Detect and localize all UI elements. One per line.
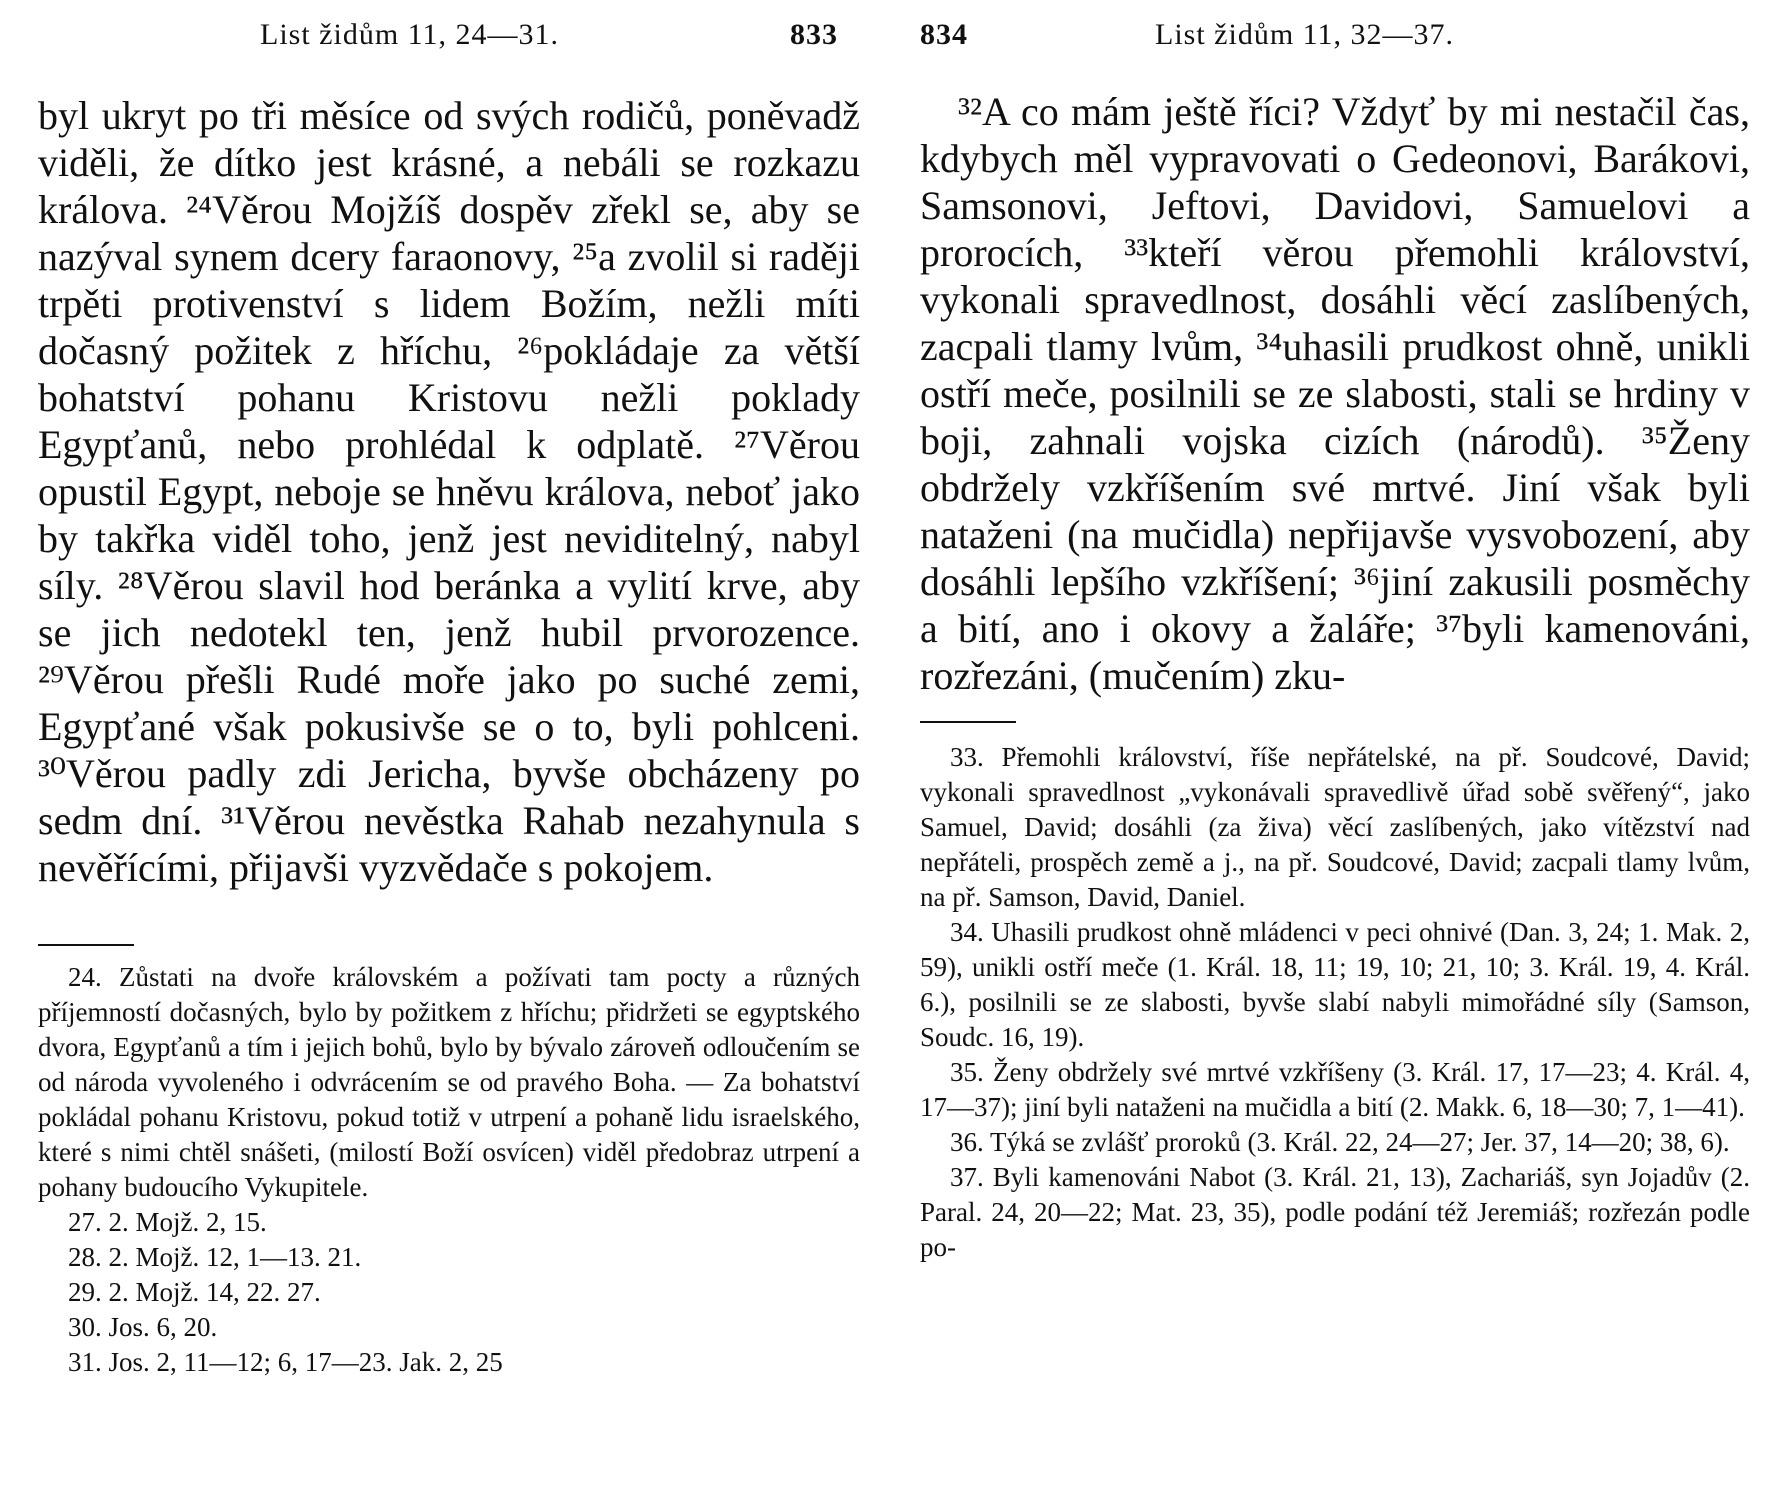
main-text xyxy=(38,92,860,891)
footnote: 36. Týká se zvlášť proroků (3. Král. 22, 24—27; Jer. 37, 14—20; 38, 6). xyxy=(950,1127,1730,1157)
reference-line: 27. 2. Mojž. 2, 15. xyxy=(68,1207,267,1237)
running-title: List židům 11, 32—37. xyxy=(1155,18,1455,51)
footnotes xyxy=(920,740,1750,1265)
left-page xyxy=(0,0,880,1500)
footnote: 35. Ženy obdržely své mrtvé vzkříšeny (3. Král. 17, 17—23; 4. Král. 4, 17—37); jiní byli nataženi na mučidla a bití (2. Makk. 6, 18—30; 7, 1—41). xyxy=(920,1057,1750,1122)
right-page xyxy=(900,0,1774,1500)
footnote-rule xyxy=(920,721,1016,723)
footnote: 33. Přemohli království, říše nepřátelské, na př. Soudcové, David; vykonali spravedlnost „vykonávali spravedlivě úřad sobě svěřený“, jako Samuel, David; dosáhli (za živa) věcí zaslíbených, jako vítězství nad nepřáteli, prospěch země a j., na př. Soudcové, David; zacpali tlamy lvům, na př. Samson, David, Daniel. xyxy=(920,742,1750,912)
running-title: List židům 11, 24—31. xyxy=(260,18,560,51)
page-number: 834 xyxy=(920,18,968,51)
footnote: 24. Zůstati na dvoře královském a požívati tam pocty a různých příjemností dočasných, bylo by požitkem z hříchu; přidržeti se egyptského dvora, Egypťanů a tím i jejich bohů, bylo by bývalo zároveň odloučením se od národa vyvoleného i odvrácením se od pravého Boha. — Za bohatství pokládal pohanu Kristovu, pokud totiž v utrpení a pohaně lidu israelského, které s nimi chtěl snášeti, (milostí Boží osvícen) viděl předobraz utrpení a pohany budoucího Vykupitele. xyxy=(38,962,860,1202)
footnote: 37. Byli kamenováni Nabot (3. Král. 21, 13), Zachariáš, syn Jojadův (2. Paral. 24, 20—22; Mat. 23, 35), podle podání též Jeremiáš; rozřezán podle po- xyxy=(920,1162,1750,1262)
reference-line: 29. 2. Mojž. 14, 22. 27. xyxy=(68,1277,321,1307)
paragraph: ³²A co mám ještě říci? Vždyť by mi nestačil čas, kdybych měl vypravovati o Gedeonovi, Barákovi, Samsonovi, Jeftovi, Davidovi, Samuelovi a prorocích, ³³kteří věrou přemohli království, vykonali spravedlnost, dosáhli věcí zaslíbených, zacpali tlamy lvům, ³⁴uhasili prudkost ohně, unikli ostří meče, posilnili se ze slabosti, stali se hrdiny v boji, zahnali vojska cizích (národů). ³⁵Ženy obdržely vzkříšením své mrtvé. Jiní však byli nataženi (na mučidla) nepřijavše vysvobození, aby dosáhli lepšího vzkříšení; ³⁶jiní zakusili posměchy a bití, ano i okovy a žaláře; ³⁷byli kamenováni, rozřezáni, (mučením) zku- xyxy=(920,89,1750,698)
footnotes xyxy=(38,960,860,1380)
footnote-rule xyxy=(38,944,134,946)
footnote: 34. Uhasili prudkost ohně mládenci v peci ohnivé (Dan. 3, 24; 1. Mak. 2, 59), unikli ostří meče (1. Král. 18, 11; 19, 10; 21, 10; 3. Král. 19, 4. Král. 6.), posilnili se ze slabosti, byvše slabí nabyli mimořádné síly (Samson, Soudc. 16, 19). xyxy=(920,917,1750,1052)
reference-line: 31. Jos. 2, 11—12; 6, 17—23. Jak. 2, 25 xyxy=(68,1347,503,1377)
paragraph: byl ukryt po tři měsíce od svých rodičů, poněvadž viděli, že dítko jest krásné, a nebáli se rozkazu králova. ²⁴Věrou Mojžíš dospěv zřekl se, aby se nazýval synem dcery faraonovy, ²⁵a zvolil si raději trpěti protivenství s lidem Božím, nežli míti dočasný požitek z hříchu, ²⁶pokládaje za větší bohatství pohanu Kristovu nežli poklady Egypťanů, nebo prohlédal k odplatě. ²⁷Věrou opustil Egypt, neboje se hněvu králova, neboť jako by takřka viděl toho, jenž jest neviditelný, nabyl síly. ²⁸Věrou slavil hod beránka a vylití krve, aby se jich nedotekl ten, jenž hubil prvorozence. ²⁹Věrou přešli Rudé moře jako po suché zemi, Egypťané však pokusivše se o to, byli pohlceni. ³⁰Věrou padly zdi Jericha, byvše obcházeny po sedm dní. ³¹Věrou nevěstka Rahab nezahynula s nevěřícími, přijavši vyzvědače s pokojem. xyxy=(38,93,860,890)
main-text xyxy=(920,88,1750,699)
reference-line: 30. Jos. 6, 20. xyxy=(68,1312,218,1342)
reference-line: 28. 2. Mojž. 12, 1—13. 21. xyxy=(68,1242,362,1272)
page-number: 833 xyxy=(790,18,838,51)
